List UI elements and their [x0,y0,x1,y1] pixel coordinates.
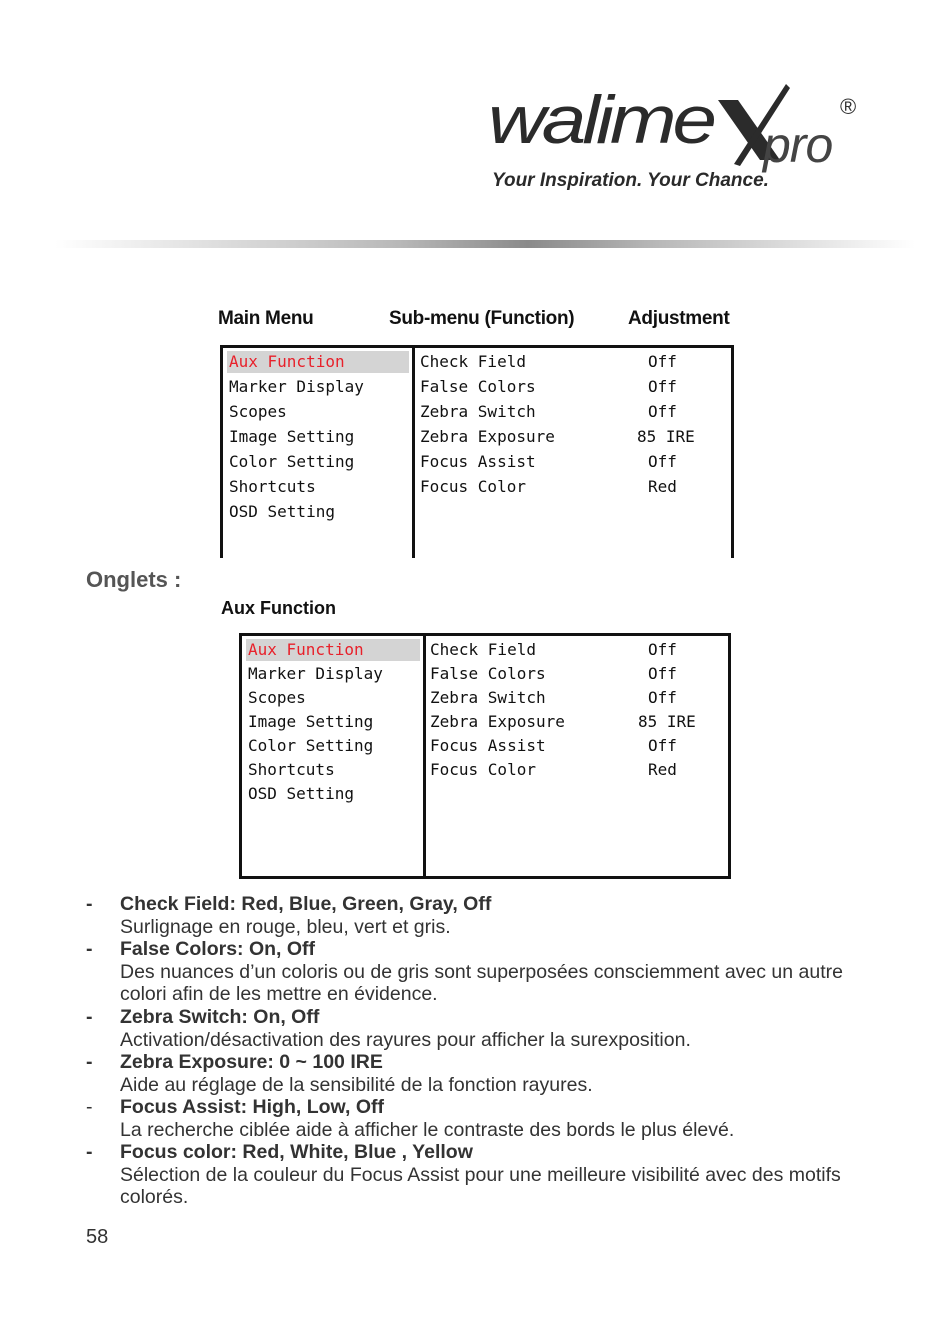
value-item: Off [648,688,677,707]
description-item [86,938,876,1006]
function-item: Focus Color [430,760,536,779]
item-title: Focus Assist: High, Low, Off [120,1096,384,1118]
item-text: Aide au réglage de la sensibilité de la fonction rayures. [120,1073,593,1096]
function-item: Focus Assist [430,736,546,755]
menu-item: OSD Setting [229,502,335,521]
description-item [86,1051,876,1096]
description-item [86,1141,876,1209]
bullet-dash: - [86,1051,93,1073]
value-item: Off [648,640,677,659]
item-title: Focus color: Red, White, Blue , Yellow [120,1141,473,1163]
function-item: False Colors [420,377,536,396]
logo-pro: pro [763,117,833,173]
item-text: La recherche ciblée aide à afficher le contraste des bords le plus élevé. [120,1118,735,1141]
menu-item: Image Setting [229,427,355,446]
value-item: Red [648,477,677,496]
column-divider [412,348,415,558]
menu-item: Marker Display [229,377,364,396]
menu-item: Shortcuts [248,760,335,779]
menu-item: Aux Function [248,640,364,659]
value-item: Red [648,760,677,779]
menu-item: Aux Function [229,352,345,371]
item-text: Surlignage en rouge, bleu, vert et gris. [120,915,451,938]
value-item: Off [648,377,677,396]
menu-item: OSD Setting [248,784,354,803]
function-item: Zebra Exposure [420,427,555,446]
value-item: Off [648,664,677,683]
function-item: Check Field [420,352,526,371]
menu-item: Color Setting [229,452,355,471]
description-item [86,1006,876,1051]
menu-item: Shortcuts [229,477,316,496]
function-item: Check Field [430,640,536,659]
tagline: Your Inspiration. Your Chance. [492,170,769,191]
menu-item: Image Setting [248,712,374,731]
column-divider [423,636,426,876]
aux-function-heading: Aux Function [221,598,336,618]
menu-item: Color Setting [248,736,374,755]
menu-item: Scopes [229,402,287,421]
description-item [86,1096,876,1141]
item-text: Des nuances d’un coloris ou de gris sont superposées consciemment avec un autre colori afin de les mettre en évidence. [120,960,843,1006]
function-item: False Colors [430,664,546,683]
header-main-menu: Main Menu [218,308,314,329]
registered-mark: ® [840,94,857,119]
page-number: 58 [86,1226,109,1248]
onglets-label: Onglets : [86,567,182,592]
menu-item: Scopes [248,688,306,707]
item-title: Check Field: Red, Blue, Green, Gray, Off [120,893,492,915]
function-item: Zebra Switch [430,688,546,707]
value-item: 85 IRE [638,712,696,731]
bullet-dash: - [86,938,93,960]
header-divider [55,240,915,248]
function-item: Zebra Switch [420,402,536,421]
header-sub-menu: Sub-menu (Function) [389,308,575,329]
item-text: Activation/désactivation des rayures pour afficher la surexposition. [120,1028,691,1051]
item-title: Zebra Exposure: 0 ~ 100 IRE [120,1051,383,1073]
value-item: Off [648,452,677,471]
value-item: Off [648,352,677,371]
bullet-dash: - [86,893,93,915]
bullet-dash: - [86,1006,93,1028]
bullet-dash: - [86,1096,93,1118]
bullet-dash: - [86,1141,93,1163]
osd-menu-table-2 [239,633,731,879]
function-item: Focus Assist [420,452,536,471]
value-item: Off [648,402,677,421]
function-item: Zebra Exposure [430,712,565,731]
item-text: Sélection de la couleur du Focus Assist pour une meilleure visibilité avec des motifs colorés. [120,1163,841,1209]
menu-item: Marker Display [248,664,383,683]
function-item: Focus Color [420,477,526,496]
item-title: False Colors: On, Off [120,938,316,960]
item-title: Zebra Switch: On, Off [120,1006,320,1028]
value-item: 85 IRE [637,427,695,446]
osd-menu-table-1 [220,345,734,558]
header-adjustment: Adjustment [628,308,730,329]
value-item: Off [648,736,677,755]
description-item [86,893,876,938]
logo-wordmark: walime [488,81,713,158]
